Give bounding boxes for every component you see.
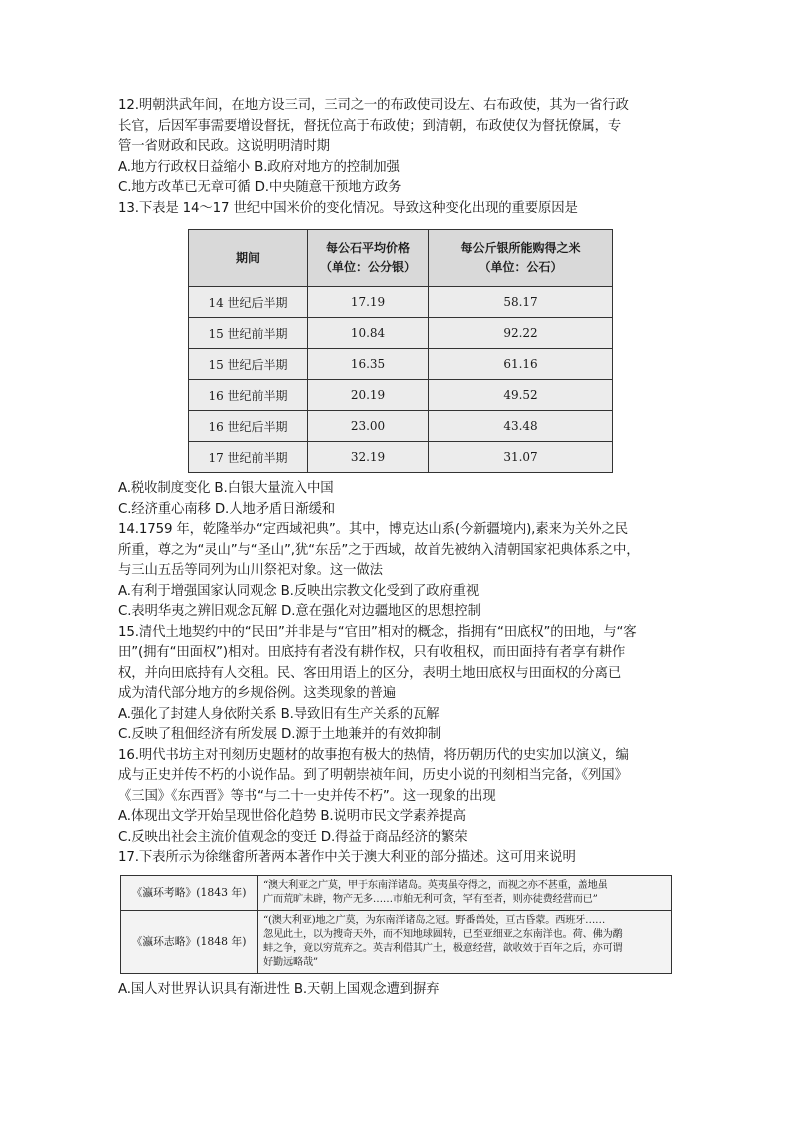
question-stem-line: 所重，尊之为“灵山”与“圣山”,犹“东岳”之于西域，故首先被纳入清朝国家祀典体系之中， [118,542,640,558]
answer-options: C.经济重心南移 D.人地矛盾日渐缓和 [118,501,336,517]
header-text: 期间 [235,250,260,265]
table-row [189,411,613,442]
price-cell: 23.00 [308,411,429,442]
rice-amount-cell: 61.16 [429,349,613,380]
question-stem-line: 田”(拥有“田面权”)相对。田底持有者没有耕作权，只有收租权，而田面持有者享有耕作 [118,645,626,660]
question-12 [118,96,678,199]
header-text: 每公石平均价格 [325,241,410,255]
question-stem-line: 16.明代书坊主对刊刻历史题材的故事抱有极大的热情，将历朝历代的史实加以演义，编 [118,747,629,763]
question-stem-line: 成与正史并传不朽的小说作品。到了明朝崇祯年间，历史小说的刊刻相当完备，《列国》 [118,768,628,783]
header-unit: （单位：公石） [478,260,563,274]
rice-amount-cell: 49.52 [429,380,613,411]
rice-amount-cell: 58.17 [429,287,613,318]
question-stem-line: 与三山五岳等同列为山川祭祀对象。这一做法 [118,563,383,578]
question-stem-line: 成为清代部分地方的乡规俗例。这类现象的普遍 [118,686,397,701]
price-cell: 17.19 [308,287,429,318]
answer-options: C.地方改革已无章可循 D.中央随意干预地方政务 [118,180,402,195]
table-row [121,875,672,910]
book-excerpt-table [120,875,672,974]
book-title-cell: 《瀛环志略》(1848 年) [121,910,258,973]
period-cell: 15 世纪前半期 [189,318,308,349]
price-cell: 20.19 [308,380,429,411]
price-cell: 32.19 [308,442,429,473]
question-stem-line: 14.1759 年，乾隆举办“定西域祀典”。其中，博克达山系(今新疆境内),素来为关外之民 [118,522,628,537]
exam-page [118,96,678,1000]
table-row [189,287,613,318]
table-row [189,380,613,411]
period-cell: 17 世纪前半期 [189,442,308,473]
question-stem-line: 《三国》《东西晋》等书“与二十一史并传不朽”。这一现象的出现 [118,788,496,804]
rice-amount-cell: 92.22 [429,318,613,349]
price-cell: 10.84 [308,318,429,349]
table-row [189,442,613,473]
rice-amount-cell: 43.48 [429,411,613,442]
question-17 [118,848,678,1000]
answer-options: C.表明华夷之辨旧观念瓦解 D.意在强化对边疆地区的思想控制 [118,604,481,619]
answer-options: C.反映出社会主流价值观念的变迁 D.得益于商品经济的繁荣 [118,829,468,845]
book-excerpt-cell: “(澳大利亚)地之广莫，为东南洋诸岛之冠。野番兽处，亘古昏蒙。西班牙…… 忽见此土，以为搜奇天外，而不知地球圆转，已至亚细亚之东南洋也。荷、佛为鹬 蚌之争，竟以穷荒弃之。英吉利借其广土，极意经营，歆收效于百年之后，亦可谓 好勤远略哉” [258,910,672,973]
rice-amount-cell: 31.07 [429,442,613,473]
answer-options: A.强化了封建人身依附关系 B.导致旧有生产关系的瓦解 [118,706,440,722]
answer-options: C.反映了租佃经济有所发展 D.源于土地兼并的有效抑制 [118,727,441,742]
answer-options: A.体现出文学开始呈现世俗化趋势 B.说明市民文学素养提高 [118,809,466,824]
answer-options: A.有利于增强国家认同观念 B.反映出宗教文化受到了政府重视 [118,583,480,599]
question-stem-line: 15.清代土地契约中的“民田”并非是与“官田”相对的概念，指拥有“田底权”的田地，与“客 [118,624,637,640]
answer-options: A.税收制度变化 B.白银大量流入中国 [118,481,334,496]
period-cell: 16 世纪后半期 [189,411,308,442]
question-stem-line: 13.下表是 14～17 世纪中国米价的变化情况。导致这种变化出现的重要原因是 [118,200,578,216]
book-excerpt-cell: “澳大利亚之广莫，甲于东南洋诸岛。英夷虽夺得之，而视之亦不甚重，盖地虽 广而荒旷未辟，物产无多……市舶无利可贪，罕有至者，则亦徒费经营而已” [258,875,672,910]
question-stem-line: 权，并向田底持有人交租。民、客田用语上的区分，表明土地田底权与田面权的分离已 [118,665,622,681]
header-unit: （单位：公分银） [319,260,416,274]
book-title-cell: 《瀛环考略》(1843 年) [121,875,258,910]
column-header-rice-amount [429,230,613,287]
question-stem-line: 12.明朝洪武年间，在地方设三司，三司之一的布政使司设左、右布政使，其为一省行政 [118,98,629,113]
table-header-row [189,230,613,287]
rice-price-table [188,229,613,473]
period-cell: 15 世纪后半期 [189,349,308,380]
table-row [189,349,613,380]
table-row [121,910,672,973]
question-stem-line: 长官，后因军事需要增设督抚，督抚位高于布政使；到清朝，布政使仅为督抚僚属，专 [118,118,622,134]
column-header-period [189,230,308,287]
period-cell: 16 世纪前半期 [189,380,308,411]
answer-options: A.国人对世界认识具有渐进性 B.天朝上国观念遭到摒弃 [118,981,440,997]
period-cell: 14 世纪后半期 [189,287,308,318]
price-cell: 16.35 [308,349,429,380]
question-13 [118,199,678,521]
question-16 [118,746,678,849]
answer-options: A.地方行政权日益缩小 B.政府对地方的控制加强 [118,159,400,175]
question-14 [118,520,678,623]
question-15 [118,623,678,746]
question-stem-line: 17.下表所示为徐继畬所著两本著作中关于澳大利亚的部分描述。这可用来说明 [118,850,576,865]
question-stem-line: 管一省财政和民政。这说明明清时期 [118,139,330,154]
table-row [189,318,613,349]
column-header-price [308,230,429,287]
header-text: 每公斤银所能购得之米 [460,241,581,255]
